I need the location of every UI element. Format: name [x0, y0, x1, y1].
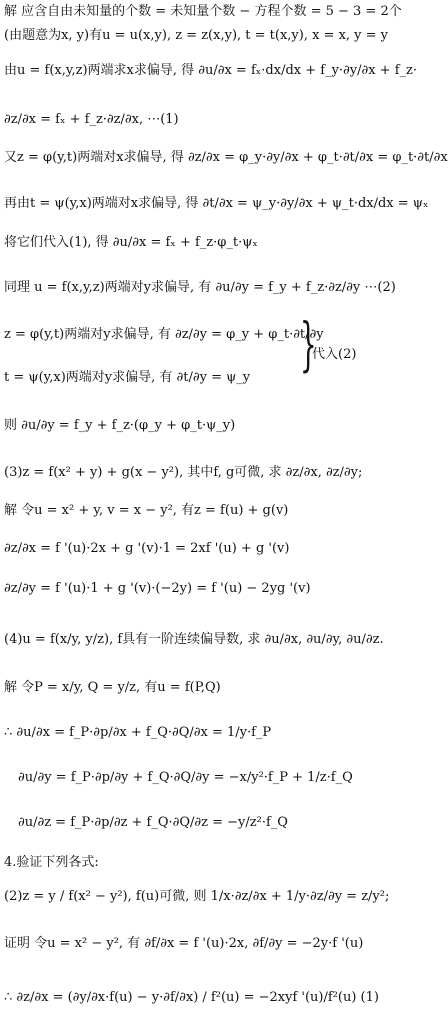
line-20: ∂u/∂z = f_P·∂p/∂z + f_Q·∂Q/∂z = −y/z²·f_Q	[18, 815, 288, 830]
line-11: 则 ∂u/∂y = f_y + f_z·(φ_y + φ_t·ψ_y)	[4, 418, 236, 433]
line-15: ∂z/∂y = f '(u)·1 + g '(v)·(−2y) = f '(u) − 2yg '(v)	[4, 581, 311, 596]
line-2: (由题意为x, y)有u = u(x,y), z = z(x,y), t = t(x,y), x = x, y = y	[4, 28, 389, 43]
brace-label: 代入(2)	[312, 347, 357, 362]
line-24: ∴ ∂z/∂x = (∂y/∂x·f(u) − y·∂f/∂x) / f²(u) = −2xyf '(u)/f²(u) (1)	[4, 990, 379, 1005]
line-8: 同理 u = f(x,y,z)两端对y求偏导, 有 ∂u/∂y = f_y + f_z·∂z/∂y ⋯(2)	[4, 280, 396, 295]
line-3: 由u = f(x,y,z)两端求x求偏导, 得 ∂u/∂x = fₓ·dx/dx + f_y·∂y/∂x + f_z·	[4, 63, 417, 78]
line-1: 解 应含自由未知量的个数 = 未知量个数 − 方程个数 = 5 − 3 = 2个	[4, 4, 402, 19]
line-16: (4)u = f(x/y, y/z), f具有一阶连续偏导数, 求 ∂u/∂x, ∂u/∂y, ∂u/∂z.	[4, 632, 384, 647]
line-22: (2)z = y / f(x² − y²), f(u)可微, 则 1/x·∂z/∂x + 1/y·∂z/∂y = z/y²;	[4, 889, 390, 904]
line-12: (3)z = f(x² + y) + g(x − y²), 其中f, g可微, 求 ∂z/∂x, ∂z/∂y;	[4, 465, 363, 480]
line-9: z = φ(y,t)两端对y求偏导, 有 ∂z/∂y = φ_y + φ_t·∂t/∂y	[4, 327, 324, 342]
line-7: 将它们代入(1), 得 ∂u/∂x = fₓ + f_z·φ_t·ψₓ	[4, 235, 258, 250]
line-18: ∴ ∂u/∂x = f_P·∂p/∂x + f_Q·∂Q/∂x = 1/y·f_P	[4, 725, 272, 740]
line-6: 再由t = ψ(y,x)两端对x求偏导, 得 ∂t/∂x = ψ_y·∂y/∂x + ψ_t·dx/dx = ψₓ	[4, 196, 429, 211]
line-14: ∂z/∂x = f '(u)·2x + g '(v)·1 = 2xf '(u) + g '(v)	[4, 541, 290, 556]
right-brace: }	[300, 310, 317, 378]
line-21: 4.验证下列各式:	[4, 855, 99, 870]
line-5: 又z = φ(y,t)两端对x求偏导, 得 ∂z/∂x = φ_y·∂y/∂x + φ_t·∂t/∂x = φ_t·∂t/∂x	[4, 150, 448, 165]
line-13: 解 令u = x² + y, v = x − y², 有z = f(u) + g(v)	[4, 503, 289, 518]
line-4: ∂z/∂x = fₓ + f_z·∂z/∂x, ⋯(1)	[4, 112, 179, 127]
line-10: t = ψ(y,x)两端对y求偏导, 有 ∂t/∂y = ψ_y	[4, 370, 251, 385]
line-17: 解 令P = x/y, Q = y/z, 有u = f(P,Q)	[4, 680, 221, 695]
line-19: ∂u/∂y = f_P·∂p/∂y + f_Q·∂Q/∂y = −x/y²·f_P + 1/z·f_Q	[18, 770, 353, 785]
line-23: 证明 令u = x² − y², 有 ∂f/∂x = f '(u)·2x, ∂f/∂y = −2y·f '(u)	[4, 936, 364, 951]
